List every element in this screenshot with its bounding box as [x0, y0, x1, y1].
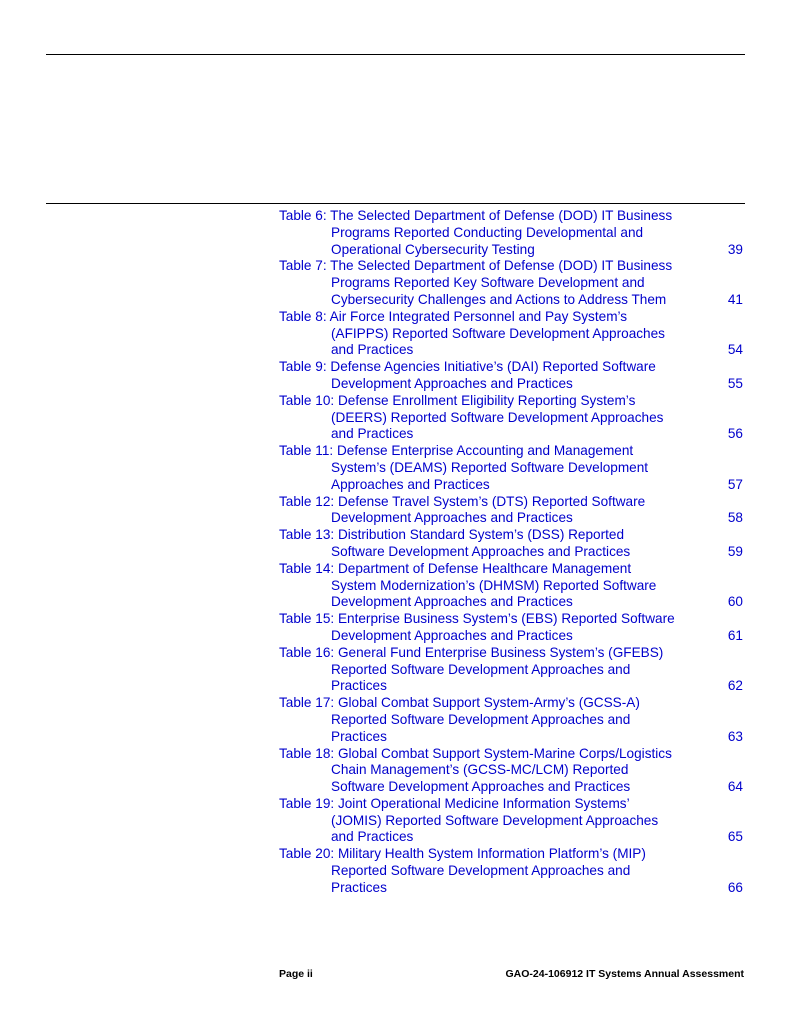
toc-entry-title-continued: (AFIPPS) Reported Software Development Approaches [331, 325, 665, 341]
toc-entry-title-continued: Practices [331, 879, 387, 895]
top-rule [46, 54, 745, 55]
toc-entry-title-continued: Development Approaches and Practices [331, 510, 573, 526]
toc-entry-title: Table 20: Military Health System Information Platform’s (MIP) [279, 846, 646, 862]
toc-entry[interactable] [279, 645, 743, 695]
toc-entry-title-continued: Development Approaches and Practices [331, 627, 573, 643]
toc-entry-title-continued: Practices [331, 728, 387, 744]
toc-entry[interactable] [279, 746, 743, 796]
toc-page-number: 63 [727, 728, 743, 744]
toc-entry-title-continued: (JOMIS) Reported Software Development Approaches [331, 812, 659, 828]
toc-page-number: 66 [727, 879, 743, 895]
toc-entry[interactable] [279, 359, 743, 393]
toc-entry-title-continued: Development Approaches and Practices [331, 375, 573, 391]
toc-entry[interactable] [279, 796, 743, 846]
toc-entry-title-continued: Programs Reported Conducting Developmental and [331, 224, 644, 240]
toc-entry-title-continued: Software Development Approaches and Practices [331, 543, 631, 559]
toc-page-number: 62 [727, 678, 743, 694]
toc-entry-title: Table 19: Joint Operational Medicine Information Systems’ [279, 795, 630, 811]
toc-entry-title: Table 12: Defense Travel System’s (DTS) Reported Software [279, 493, 646, 509]
toc-entry-title: Table 13: Distribution Standard System’s (DSS) Reported [279, 527, 625, 543]
toc-entry[interactable] [279, 695, 743, 745]
toc-entry-title-continued: Practices [331, 678, 387, 694]
toc-entry-title: Table 9: Defense Agencies Initiative’s (DAI) Reported Software [279, 359, 656, 375]
toc-entry-title: Table 11: Defense Enterprise Accounting and Management [279, 443, 634, 459]
report-title: GAO-24-106912 IT Systems Annual Assessment [505, 968, 744, 980]
section-rule [46, 203, 745, 204]
toc-entry-title-continued: Operational Cybersecurity Testing [331, 241, 535, 257]
toc-entry-title-continued: (DEERS) Reported Software Development Approaches [331, 409, 664, 425]
toc-page-number: 58 [727, 510, 743, 526]
toc-entry-title-continued: Reported Software Development Approaches and [331, 661, 631, 677]
toc-page-number: 55 [727, 375, 743, 391]
toc-entry-title-continued: and Practices [331, 426, 414, 442]
toc-entry-title-continued: and Practices [331, 829, 414, 845]
toc-entry-title-continued: Chain Management’s (GCSS-MC/LCM) Reported [331, 762, 629, 778]
toc-page-number: 64 [727, 779, 743, 795]
toc-entry-title: Table 8: Air Force Integrated Personnel and Pay System’s [279, 308, 628, 324]
toc-entry[interactable] [279, 561, 743, 611]
toc-entry[interactable] [279, 208, 743, 258]
toc-entry[interactable] [279, 309, 743, 359]
toc-page-number: 54 [727, 342, 743, 358]
toc-page-number: 59 [727, 543, 743, 559]
toc-entry-title-continued: System’s (DEAMS) Reported Software Development [331, 459, 649, 475]
toc-entry-title: Table 17: Global Combat Support System-Army’s (GCSS-A) [279, 695, 640, 711]
toc-page-number: 39 [727, 241, 743, 257]
toc-entry-title: Table 16: General Fund Enterprise Business System’s (GFEBS) [279, 644, 664, 660]
page-number: Page ii [279, 968, 313, 980]
toc-entry-title: Table 14: Department of Defense Healthcare Management [279, 560, 632, 576]
toc-page-number: 56 [727, 426, 743, 442]
toc-entry-title-continued: Reported Software Development Approaches and [331, 863, 631, 879]
toc-entry[interactable] [279, 846, 743, 896]
toc-page-number: 65 [727, 829, 743, 845]
table-of-contents-list [279, 208, 743, 897]
toc-entry-title-continued: Software Development Approaches and Practices [331, 779, 631, 795]
toc-entry-title: Table 15: Enterprise Business System’s (EBS) Reported Software [279, 611, 675, 627]
toc-entry-title-continued: Programs Reported Key Software Development and [331, 275, 645, 291]
toc-entry-title-continued: Approaches and Practices [331, 476, 490, 492]
toc-entry-title-continued: System Modernization’s (DHMSM) Reported Software [331, 577, 657, 593]
toc-entry-title-continued: and Practices [331, 342, 414, 358]
toc-entry-title: Table 10: Defense Enrollment Eligibility Reporting System’s [279, 392, 636, 408]
toc-page-number: 41 [727, 291, 743, 307]
toc-entry[interactable] [279, 611, 743, 645]
toc-entry[interactable] [279, 443, 743, 493]
toc-entry-title-continued: Development Approaches and Practices [331, 594, 573, 610]
toc-entry[interactable] [279, 494, 743, 528]
toc-entry-title: Table 6: The Selected Department of Defense (DOD) IT Business [279, 208, 673, 223]
toc-entry[interactable] [279, 258, 743, 308]
toc-page-number: 60 [727, 594, 743, 610]
toc-entry-title-continued: Cybersecurity Challenges and Actions to Address Them [331, 291, 667, 307]
toc-page-number: 57 [727, 476, 743, 492]
toc-entry[interactable] [279, 527, 743, 561]
toc-entry[interactable] [279, 393, 743, 443]
toc-entry-title: Table 18: Global Combat Support System-Marine Corps/Logistics [279, 745, 672, 761]
toc-page-number: 61 [727, 627, 743, 643]
toc-entry-title-continued: Reported Software Development Approaches and [331, 711, 631, 727]
toc-entry-title: Table 7: The Selected Department of Defense (DOD) IT Business [279, 258, 673, 274]
